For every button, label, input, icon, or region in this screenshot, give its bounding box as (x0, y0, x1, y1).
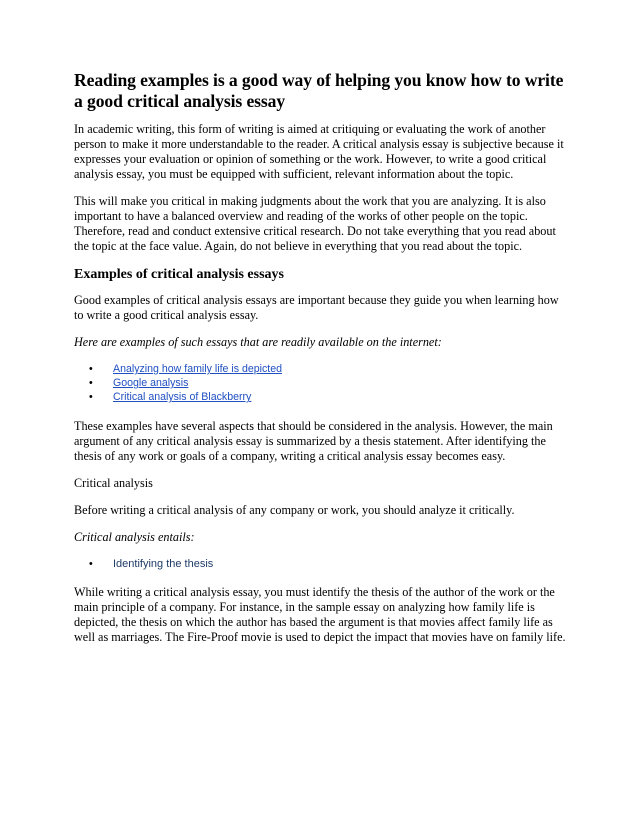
list-item (74, 390, 570, 404)
paragraph-thesis-statement: These examples have several aspects that should be considered in the analysis. However, the main argument of any critical analysis essay is summarized by a thesis statement. After identifying the thesis of any work or goals of a company, writing a critical analysis essay becomes easy. (74, 418, 553, 463)
paragraph-critical-judgment: This will make you critical in making judgments about the work that you are analyzing. It is also important to have a balanced overview and reading of the works of other people on the topic. Therefore, read and conduct extensive critical research. Do not take everything that you read about the topic at the face value. Again, do not believe in everything that you read about the topic. (74, 194, 556, 253)
paragraph-identify-thesis: While writing a critical analysis essay, you must identify the thesis of the author of the work or the main principle of a company. For instance, in the sample essay on analyzing how family life is depicted, the thesis on which the author has based the argument is that movies affect family life as well as marriages. The Fire-Proof movie is used to depict the impact that movies have on family life. (74, 584, 566, 644)
bullet-icon: • (89, 363, 93, 375)
examples-intro-italic: Here are examples of such essays that are readily available on the internet: (74, 335, 442, 349)
link-blackberry-analysis[interactable]: Critical analysis of Blackberry (113, 391, 252, 404)
entails-list (74, 557, 570, 571)
page-title: Reading examples is a good way of helping you know how to write a good critical analysis essay (74, 70, 564, 111)
list-item (74, 557, 570, 571)
bullet-icon: • (89, 377, 93, 390)
paragraph-critical-analysis-label: Critical analysis (74, 475, 153, 490)
bullet-icon: • (89, 391, 93, 404)
section-heading-examples: Examples of critical analysis essays (74, 267, 284, 282)
entails-intro-italic: Critical analysis entails: (74, 529, 195, 544)
document-content (74, 70, 570, 657)
paragraph-intro: In academic writing, this form of writing is aimed at critiquing or evaluating the work of another person to make it more understandable to the reader. A critical analysis essay is subjective because it expresses your evaluation or opinion of something or the work. However, to write a good critical analysis essay, you must be equipped with sufficient, relevant information about the topic. (74, 122, 564, 181)
link-family-life[interactable]: Analyzing how family life is depicted (113, 363, 282, 375)
paragraph-examples-importance: Good examples of critical analysis essays are important because they guide you when learning how to write a good critical analysis essay. (74, 293, 559, 322)
link-google-analysis[interactable]: Google analysis (113, 377, 189, 390)
example-links-list (74, 362, 570, 405)
paragraph-analyze-critically: Before writing a critical analysis of any company or work, you should analyze it critically. (74, 502, 515, 517)
list-item (74, 362, 570, 376)
entails-item-label: Identifying the thesis (113, 557, 214, 570)
bullet-icon: • (89, 557, 93, 570)
list-item (74, 376, 570, 390)
